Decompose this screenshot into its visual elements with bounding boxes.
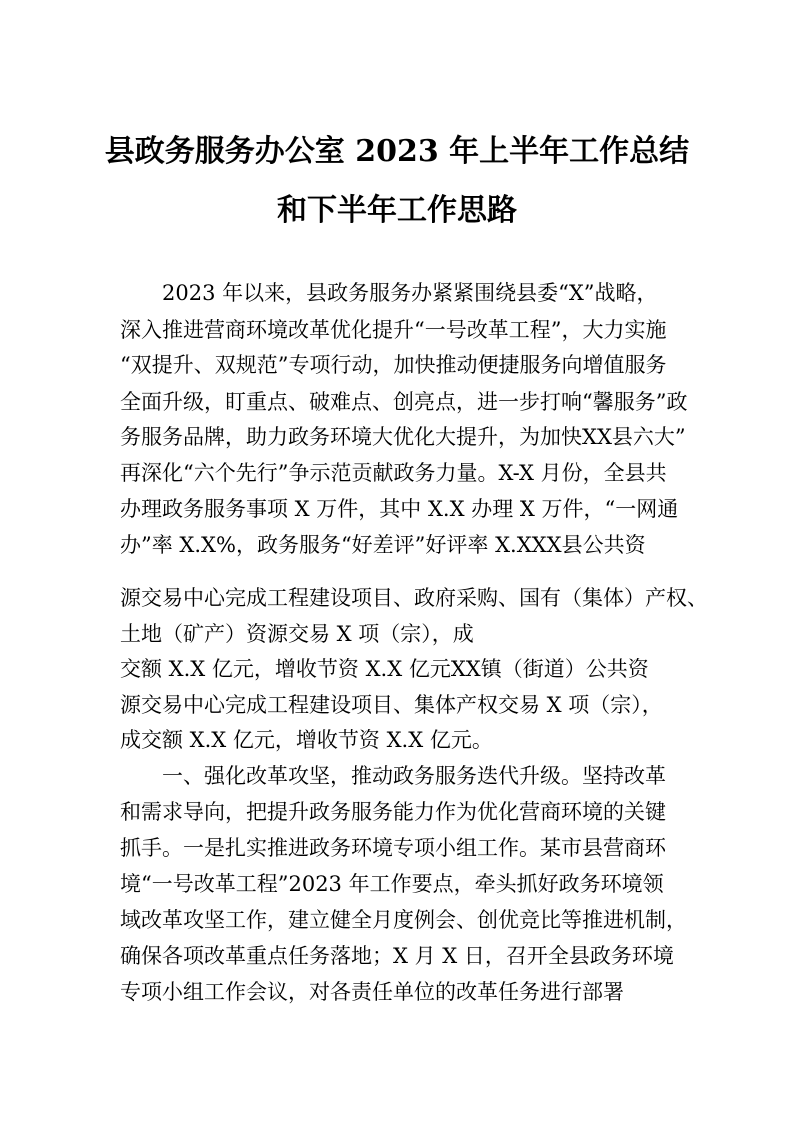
- body-line: “双提升、双规范”专项行动，加快推动便捷服务向增值服务: [120, 353, 667, 377]
- body-line: 专项小组工作会议，对各责任单位的改革任务进行部署: [120, 980, 624, 1004]
- body-line: 确保各项改革重点任务落地；X 月 X 日，召开全县政务环境: [120, 944, 674, 968]
- body-line: 2023 年以来，县政务服务办紧紧围绕县委“X”战略，: [162, 281, 658, 305]
- body-line: 土地（矿产）资源交易 X 项（宗），成: [120, 622, 474, 646]
- body-line: 办理政务服务事项 X 万件，其中 X.X 办理 X 万件，“一网通: [120, 497, 679, 521]
- body-line: 抓手。一是扎实推进政务环境专项小组工作。某市县营商环: [120, 836, 666, 860]
- body-line: 深入推进营商环境改革优化提升“一号改革工程”，大力实施: [120, 318, 667, 342]
- body-line: 交额 X.X 亿元，增收节资 X.X 亿元XX镇（街道）公共资: [120, 657, 649, 681]
- section-heading-line: 一、强化改革攻坚，推动政务服务迭代升级。坚持改革: [162, 764, 666, 788]
- body-line: 域改革攻坚工作，建立健全月度例会、创优竞比等推进机制，: [120, 908, 687, 932]
- body-line: 境“一号改革工程”2023 年工作要点，牵头抓好政务环境领: [120, 872, 664, 896]
- body-line: 源交易中心完成工程建设项目、集体产权交易 X 项（宗），: [120, 693, 663, 717]
- document-title-line-1: 县政务服务办公室 2023 年上半年工作总结: [104, 134, 690, 169]
- body-line: 源交易中心完成工程建设项目、政府采购、国有（集体）产权、: [120, 586, 708, 610]
- body-line: 成交额 X.X 亿元，增收节资 X.X 亿元。: [120, 728, 493, 752]
- body-line: 再深化“六个先行”争示范贡献政务力量。X-X 月份，全县共: [120, 461, 667, 485]
- body-line: 办”率 X.X%，政务服务“好差评”好评率 X.XXX县公共资: [120, 533, 646, 557]
- document-title-line-2: 和下半年工作思路: [277, 193, 517, 228]
- body-line: 务服务品牌，助力政务环境大优化大提升，为加快XX县六大”: [120, 425, 686, 449]
- body-line: 和需求导向，把提升政务服务能力作为优化营商环境的关键: [120, 800, 666, 824]
- body-line: 全面升级，盯重点、破难点、创亮点，进一步打响“馨服务”政: [120, 390, 688, 414]
